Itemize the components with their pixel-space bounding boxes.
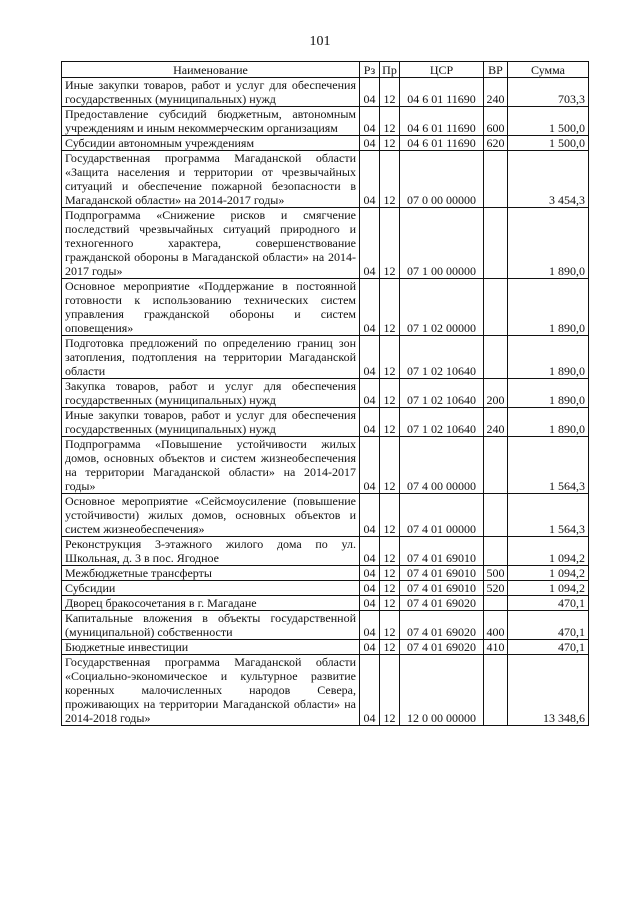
table-row <box>62 279 589 336</box>
table-row <box>62 655 589 726</box>
row-vr-cell <box>484 336 508 379</box>
row-sum-cell: 3 454,3 <box>508 151 589 208</box>
row-csr-cell: 07 1 02 10640 <box>400 379 484 408</box>
row-sum-cell: 1 564,3 <box>508 437 589 494</box>
table-row <box>62 596 589 611</box>
row-rz-cell: 04 <box>360 640 380 655</box>
row-pr-cell: 12 <box>380 279 400 336</box>
row-pr-cell: 12 <box>380 208 400 279</box>
row-name-cell: Субсидии автономным учреждениям <box>62 136 360 151</box>
row-pr-cell: 12 <box>380 151 400 208</box>
row-vr-cell: 400 <box>484 611 508 640</box>
row-sum-cell: 13 348,6 <box>508 655 589 726</box>
row-csr-cell: 07 1 02 10640 <box>400 336 484 379</box>
row-pr-cell: 12 <box>380 611 400 640</box>
row-vr-cell <box>484 494 508 537</box>
row-vr-cell <box>484 279 508 336</box>
table-header-row <box>62 62 589 78</box>
table-row <box>62 611 589 640</box>
row-csr-cell: 07 4 01 69010 <box>400 566 484 581</box>
row-sum-cell: 1 890,0 <box>508 279 589 336</box>
row-csr-cell: 07 4 01 00000 <box>400 494 484 537</box>
row-sum-cell: 1 500,0 <box>508 136 589 151</box>
row-rz-cell: 04 <box>360 537 380 566</box>
row-rz-cell: 04 <box>360 336 380 379</box>
row-pr-cell: 12 <box>380 78 400 107</box>
table-row <box>62 566 589 581</box>
row-name-cell: Бюджетные инвестиции <box>62 640 360 655</box>
row-vr-cell <box>484 596 508 611</box>
row-vr-cell <box>484 537 508 566</box>
row-csr-cell: 07 4 01 69020 <box>400 611 484 640</box>
row-name-cell: Предоставление субсидий бюджетным, автономным учреждениям и иным некоммерческим организациям <box>62 107 360 136</box>
page-number: 101 <box>309 34 331 49</box>
row-csr-cell: 07 1 02 10640 <box>400 408 484 437</box>
row-vr-cell: 500 <box>484 566 508 581</box>
row-pr-cell: 12 <box>380 596 400 611</box>
row-rz-cell: 04 <box>360 437 380 494</box>
row-name-cell: Государственная программа Магаданской области «Социально-экономическое и культурное развитие коренных малочисленных народов Севера, проживающих на территории Магаданской области» на 2014-2018 годы» <box>62 655 360 726</box>
row-csr-cell: 07 4 01 69010 <box>400 537 484 566</box>
row-rz-cell: 04 <box>360 78 380 107</box>
row-csr-cell: 07 4 01 69020 <box>400 640 484 655</box>
row-rz-cell: 04 <box>360 279 380 336</box>
row-rz-cell: 04 <box>360 208 380 279</box>
table-row <box>62 151 589 208</box>
row-sum-cell: 1 890,0 <box>508 379 589 408</box>
row-sum-cell: 1 890,0 <box>508 336 589 379</box>
table-row <box>62 408 589 437</box>
column-header-pr: Пр <box>380 62 400 78</box>
row-vr-cell: 410 <box>484 640 508 655</box>
table-row <box>62 581 589 596</box>
row-name-cell: Иные закупки товаров, работ и услуг для обеспечения государственных (муниципальных) нужд <box>62 408 360 437</box>
row-vr-cell <box>484 151 508 208</box>
column-header-csr: ЦСР <box>400 62 484 78</box>
row-name-cell: Подпрограмма «Повышение устойчивости жилых домов, основных объектов и систем жизнеобеспечения на территории Магаданской области» на 2014-2017 годы» <box>62 437 360 494</box>
row-sum-cell: 703,3 <box>508 78 589 107</box>
row-rz-cell: 04 <box>360 151 380 208</box>
row-csr-cell: 04 6 01 11690 <box>400 78 484 107</box>
row-sum-cell: 1 500,0 <box>508 107 589 136</box>
row-rz-cell: 04 <box>360 379 380 408</box>
row-sum-cell: 1 890,0 <box>508 208 589 279</box>
budget-table <box>61 61 589 726</box>
row-pr-cell: 12 <box>380 107 400 136</box>
row-vr-cell: 200 <box>484 379 508 408</box>
row-name-cell: Реконструкция 3-этажного жилого дома по ул. Школьная, д. 3 в пос. Ягодное <box>62 537 360 566</box>
row-vr-cell <box>484 655 508 726</box>
row-csr-cell: 07 0 00 00000 <box>400 151 484 208</box>
row-pr-cell: 12 <box>380 136 400 151</box>
row-rz-cell: 04 <box>360 655 380 726</box>
row-name-cell: Государственная программа Магаданской области «Защита населения и территории от чрезвычайных ситуаций и обеспечение пожарной безопасности в Магаданской области» на 2014-2017 годы» <box>62 151 360 208</box>
row-name-cell: Межбюджетные трансферты <box>62 566 360 581</box>
row-pr-cell: 12 <box>380 566 400 581</box>
row-vr-cell <box>484 437 508 494</box>
table-row <box>62 640 589 655</box>
row-vr-cell: 240 <box>484 408 508 437</box>
row-csr-cell: 07 4 01 69020 <box>400 596 484 611</box>
row-pr-cell: 12 <box>380 437 400 494</box>
row-sum-cell: 1 564,3 <box>508 494 589 537</box>
row-rz-cell: 04 <box>360 408 380 437</box>
row-rz-cell: 04 <box>360 107 380 136</box>
row-sum-cell: 1 094,2 <box>508 537 589 566</box>
table-row <box>62 136 589 151</box>
row-name-cell: Иные закупки товаров, работ и услуг для обеспечения государственных (муниципальных) нужд <box>62 78 360 107</box>
row-sum-cell: 470,1 <box>508 611 589 640</box>
row-rz-cell: 04 <box>360 581 380 596</box>
row-name-cell: Основное мероприятие «Поддержание в постоянной готовности к использованию технических систем управления гражданской обороны и систем оповещения» <box>62 279 360 336</box>
row-name-cell: Подпрограмма «Снижение рисков и смягчение последствий чрезвычайных ситуаций природного и техногенного характера, совершенствование гражданской обороны в Магаданской области» на 2014-2017 годы» <box>62 208 360 279</box>
row-csr-cell: 07 4 01 69010 <box>400 581 484 596</box>
row-sum-cell: 470,1 <box>508 596 589 611</box>
row-name-cell: Капитальные вложения в объекты государственной (муниципальной) собственности <box>62 611 360 640</box>
row-csr-cell: 07 1 00 00000 <box>400 208 484 279</box>
row-sum-cell: 1 094,2 <box>508 566 589 581</box>
row-sum-cell: 1 890,0 <box>508 408 589 437</box>
row-pr-cell: 12 <box>380 494 400 537</box>
column-header-sum: Сумма <box>508 62 589 78</box>
row-csr-cell: 04 6 01 11690 <box>400 136 484 151</box>
row-vr-cell <box>484 208 508 279</box>
table-row <box>62 78 589 107</box>
row-sum-cell: 470,1 <box>508 640 589 655</box>
row-name-cell: Закупка товаров, работ и услуг для обеспечения государственных (муниципальных) нужд <box>62 379 360 408</box>
table-row <box>62 494 589 537</box>
row-pr-cell: 12 <box>380 640 400 655</box>
column-header-vr: ВР <box>484 62 508 78</box>
row-name-cell: Основное мероприятие «Сейсмоусиление (повышение устойчивости) жилых домов, основных объектов и систем жизнеобеспечения» <box>62 494 360 537</box>
row-name-cell: Субсидии <box>62 581 360 596</box>
row-vr-cell: 520 <box>484 581 508 596</box>
row-name-cell: Подготовка предложений по определению границ зон затопления, подтопления на территории Магаданской области <box>62 336 360 379</box>
row-pr-cell: 12 <box>380 537 400 566</box>
row-vr-cell: 240 <box>484 78 508 107</box>
column-header-name: Наименование <box>62 62 360 78</box>
row-vr-cell: 620 <box>484 136 508 151</box>
row-pr-cell: 12 <box>380 655 400 726</box>
column-header-rz: Рз <box>360 62 380 78</box>
row-pr-cell: 12 <box>380 581 400 596</box>
row-rz-cell: 04 <box>360 611 380 640</box>
row-rz-cell: 04 <box>360 494 380 537</box>
row-rz-cell: 04 <box>360 596 380 611</box>
row-name-cell: Дворец бракосочетания в г. Магадане <box>62 596 360 611</box>
row-csr-cell: 12 0 00 00000 <box>400 655 484 726</box>
row-csr-cell: 04 6 01 11690 <box>400 107 484 136</box>
table-row <box>62 336 589 379</box>
row-pr-cell: 12 <box>380 408 400 437</box>
row-vr-cell: 600 <box>484 107 508 136</box>
row-sum-cell: 1 094,2 <box>508 581 589 596</box>
row-pr-cell: 12 <box>380 379 400 408</box>
table-row <box>62 437 589 494</box>
row-rz-cell: 04 <box>360 566 380 581</box>
table-row <box>62 379 589 408</box>
table-row <box>62 537 589 566</box>
row-csr-cell: 07 1 02 00000 <box>400 279 484 336</box>
row-pr-cell: 12 <box>380 336 400 379</box>
row-csr-cell: 07 4 00 00000 <box>400 437 484 494</box>
row-rz-cell: 04 <box>360 136 380 151</box>
table-row <box>62 107 589 136</box>
table-row <box>62 208 589 279</box>
